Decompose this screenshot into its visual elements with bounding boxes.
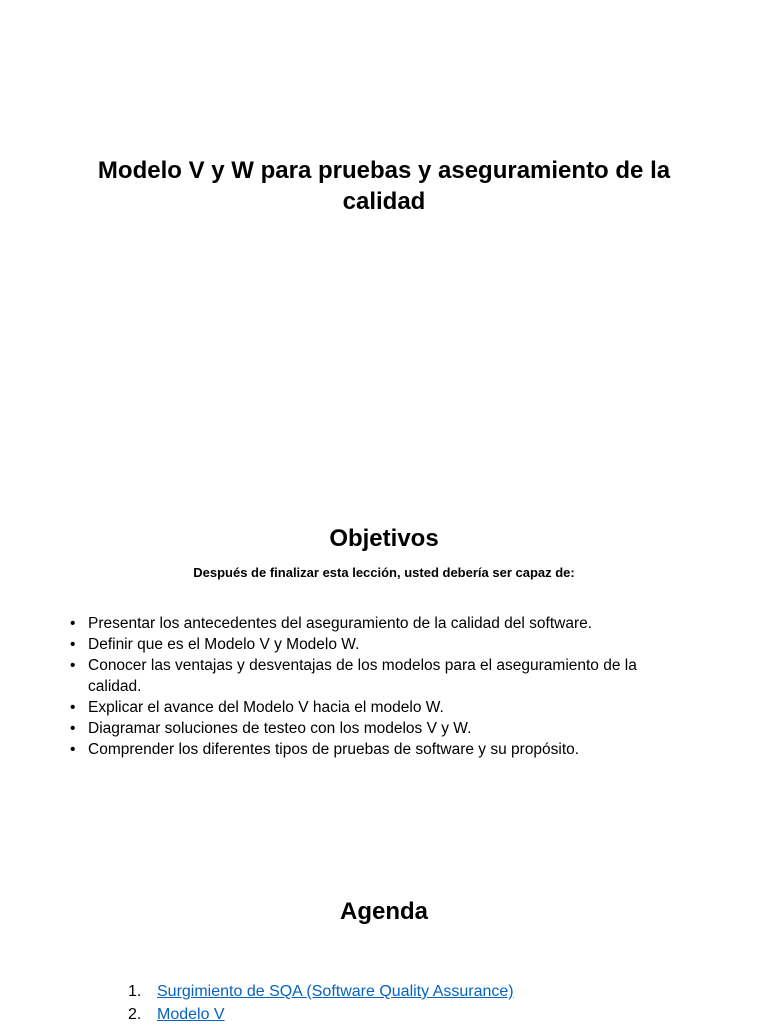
objective-item — [70, 697, 668, 718]
agenda-link-modelo-v[interactable]: Modelo V — [157, 1006, 225, 1023]
objective-text: Conocer las ventajas y desventajas de los modelos para el aseguramiento de la calidad. — [88, 657, 637, 695]
bullet-icon: • — [70, 657, 76, 674]
objective-item — [70, 634, 668, 655]
objective-text: Presentar los antecedentes del aseguramiento de la calidad del software. — [88, 615, 593, 632]
agenda-item — [128, 1003, 688, 1026]
objective-item — [70, 655, 668, 697]
objectives-intro: Después de finalizar esta lección, usted debería ser capaz de: — [193, 565, 575, 580]
agenda-list — [128, 980, 688, 1026]
agenda-item — [128, 980, 688, 1003]
objective-item — [70, 613, 668, 634]
agenda-heading: Agenda — [339, 898, 428, 925]
objective-item — [70, 718, 668, 739]
objective-text: Definir que es el Modelo V y Modelo W. — [88, 636, 360, 653]
bullet-icon: • — [70, 636, 76, 653]
document-title: Modelo V y W para pruebas y aseguramiento de la calidad — [97, 157, 671, 215]
objective-text: Explicar el avance del Modelo V hacia el modelo W. — [88, 699, 444, 716]
objectives-list — [70, 613, 668, 760]
bullet-icon: • — [70, 720, 76, 737]
objective-text: Diagramar soluciones de testeo con los modelos V y W. — [88, 720, 472, 737]
agenda-item-number: 2. — [128, 1006, 142, 1023]
bullet-icon: • — [70, 615, 76, 632]
agenda-link-sqa[interactable]: Surgimiento de SQA (Software Quality Assurance) — [157, 983, 514, 1000]
objective-item — [70, 739, 668, 760]
agenda-item-number: 1. — [128, 983, 142, 1000]
objectives-heading: Objetivos — [329, 525, 439, 552]
bullet-icon: • — [70, 741, 76, 758]
objective-text: Comprender los diferentes tipos de pruebas de software y su propósito. — [88, 741, 580, 758]
bullet-icon: • — [70, 699, 76, 716]
